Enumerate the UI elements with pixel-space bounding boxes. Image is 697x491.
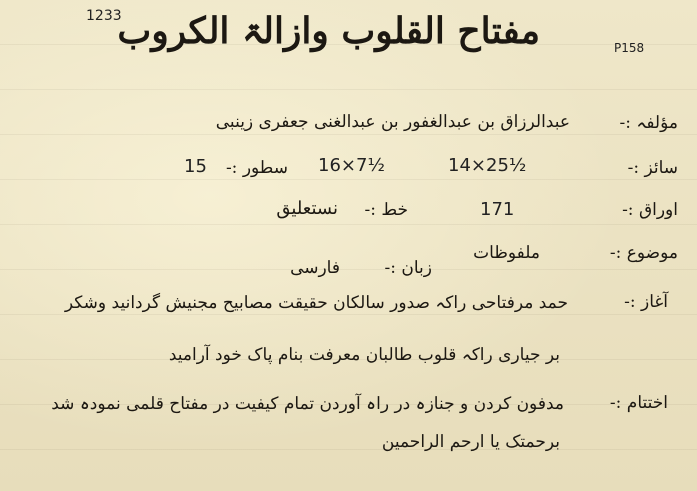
subject-value: ملفوظات	[473, 243, 540, 263]
subject-label: موضوع :-	[609, 243, 678, 263]
manuscript-title: مفتاح القلوب وازالۃ الکروب	[117, 10, 540, 52]
size-label: سائز :-	[627, 158, 678, 178]
beginning-label: آغاز :-	[624, 292, 668, 312]
beginning-line-2: بر جیاری راکہ قلوب طالبان معرفت بنام پاک خود آرامید	[168, 345, 560, 365]
lines-label: سطور :-	[225, 158, 288, 178]
page-number: 1233	[86, 8, 122, 24]
language-value: فارسی	[290, 258, 340, 278]
beginning-line-1: حمد مرفتاحی راکہ صدور سالکان حقیقت مصابیح مجنیش گردانید وشکر	[64, 293, 568, 313]
ending-label: اختتام :-	[609, 393, 668, 413]
size-value-2: 16×7½	[318, 155, 385, 176]
script-label: خط :-	[364, 200, 408, 220]
reference-number: P158	[614, 41, 645, 55]
ending-line-1: مدفون کردن و جنازہ در راہ آوردن تمام کیفیت در مفتاح قلمی نمودہ شد	[51, 394, 564, 414]
language-label: زبان :-	[384, 258, 432, 278]
script-value: نستعلیق	[276, 198, 338, 219]
author-label: مؤلفہ :-	[619, 113, 678, 133]
leaves-value: 171	[480, 199, 515, 220]
size-value-1: 14×25½	[448, 155, 527, 176]
leaves-label: اوراق :-	[622, 200, 678, 220]
ending-line-2: برحمتک یا ارحم الراحمین	[381, 432, 560, 452]
author-value: عبدالرزاق بن عبدالغفور بن عبدالغنی جعفری زینبی	[215, 112, 570, 132]
lines-value: 15	[184, 156, 207, 177]
